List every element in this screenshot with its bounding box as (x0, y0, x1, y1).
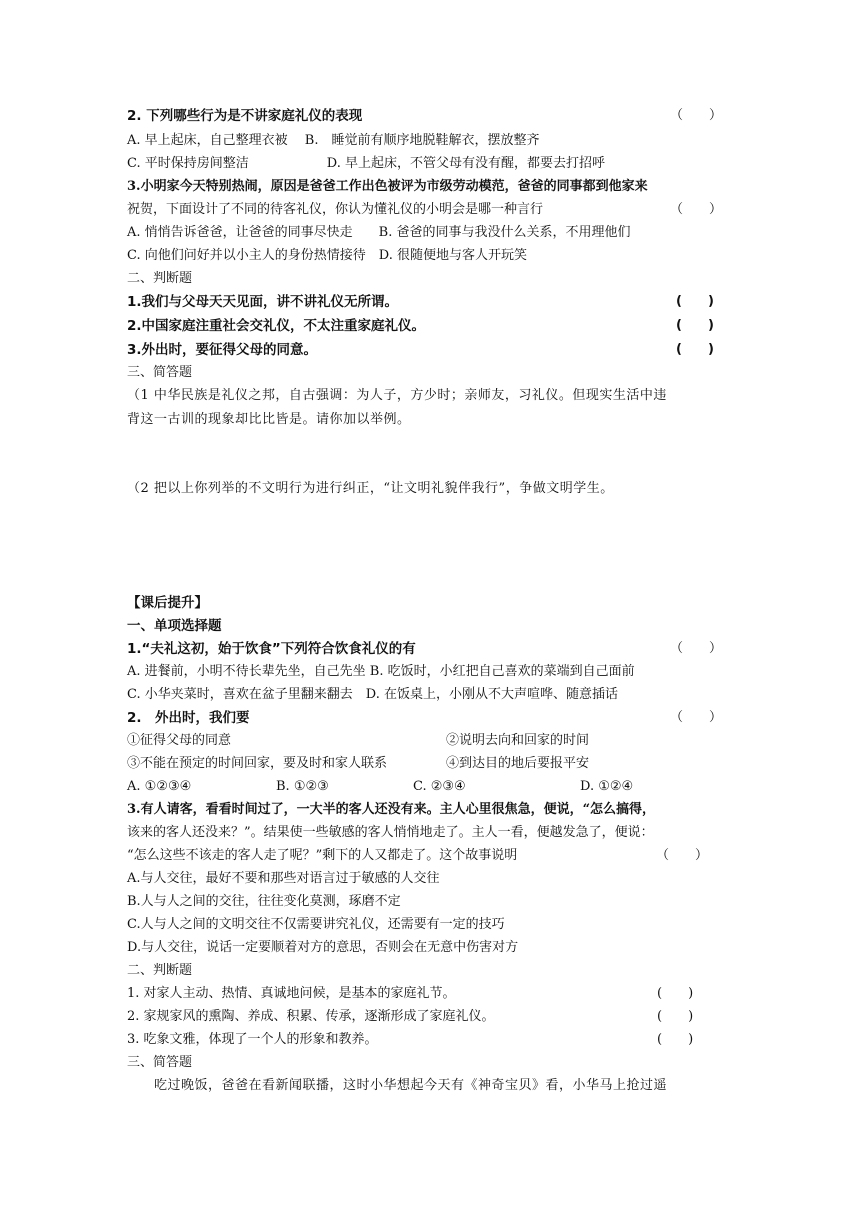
judge-section-title: 二、判断题 (127, 271, 193, 286)
judge-item-3: 3. 吃象文雅，体现了一个人的形象和教养。 (127, 1032, 378, 1047)
question-2-stem: 2. 下列哪些行为是不讲家庭礼仪的表现 (127, 108, 363, 124)
judge-item-3: 3.外出时，要征得父母的同意。 (127, 342, 318, 358)
short-answer-section-title: 三、简答题 (127, 365, 193, 380)
answer-parentheses: ( ) (657, 1032, 694, 1047)
short-answer-1-line-2: 背这一古训的现象却比比皆是。请你加以举例。 (127, 412, 411, 427)
question-2-item-1: ①征得父母的同意 (127, 733, 232, 748)
question-2-options-cd: C. 平时保持房间整洁 D. 早上起床，不管父母有没有醒，都要去打招呼 (127, 156, 605, 171)
question-3-option-d: D.与人交往，说话一定要顺着对方的意思，否则会在无意中伤害对方 (127, 940, 519, 955)
question-1-options-cd: C. 小华夹菜时，喜欢在盆子里翻来翻去 D. 在饭桌上，小刚从不大声喧哗、随意插话 (127, 687, 618, 702)
answer-parentheses: ( ) (676, 342, 714, 357)
question-3-option-c: C.人与人之间的文明交往不仅需要讲究礼仪，还需要有一定的技巧 (127, 917, 505, 932)
question-3-line-2: 该来的客人还没来？”。结果使一些敏感的客人悄悄地走了。主人一看，便越发急了，便说： (127, 825, 654, 840)
answer-parentheses: ( ) (676, 294, 714, 309)
judge-item-2: 2. 家规家风的熏陶、养成、积累、传承，逐渐形成了家庭礼仪。 (127, 1009, 495, 1024)
question-2-option-c: C. ②③④ (413, 779, 466, 794)
question-1-options-ab: A. 进餐前，小明不待长辈先坐，自己先坐 B. 吃饭时，小红把自己喜欢的菜端到自己面前 (127, 664, 635, 679)
question-3-options-cd: C. 向他们问好并以小主人的身份热情接待 D. 很随便地与客人开玩笑 (127, 248, 527, 263)
question-2-stem: 2. 外出时，我们要 (127, 710, 250, 726)
judge-item-2: 2.中国家庭注重社会交礼仪，不太注重家庭礼仪。 (127, 318, 426, 334)
single-choice-title: 一、单项选择题 (127, 618, 222, 634)
question-3-line-2: 祝贺，下面设计了不同的待客礼仪，你认为懂礼仪的小明会是哪一种言行 (127, 202, 544, 217)
answer-parentheses: （ ） (670, 710, 723, 725)
after-class-header: 【课后提升】 (127, 595, 208, 611)
answer-parentheses: ( ) (657, 986, 694, 1001)
judge-section-title: 二、判断题 (127, 963, 193, 978)
question-3-line-1: 3.小明家今天特别热闹，原因是爸爸工作出色被评为市级劳动模范，爸爸的同事都到他家来 (127, 179, 648, 194)
question-3-options-ab: A. 悄悄告诉爸爸，让爸爸的同事尽快走 B. 爸爸的同事与我没什么关系，不用理他们 (127, 225, 631, 240)
question-3-option-a: A.与人交往，最好不要和那些对语言过于敏感的人交往 (127, 871, 440, 886)
answer-parentheses: （ ） (670, 108, 723, 123)
question-2-option-d: D. ①②④ (580, 779, 634, 794)
short-answer-section-title: 三、简答题 (127, 1055, 193, 1070)
short-answer-1-line-1: （1 中华民族是礼仪之邦，自古强调：为人子，方少时；亲师友，习礼仪。但现实生活中违 (127, 388, 667, 403)
question-2-option-a: A. ①②③④ (127, 779, 192, 794)
judge-item-1: 1.我们与父母天天见面，讲不讲礼仪无所谓。 (127, 294, 399, 310)
question-2-item-4: ④到达目的地后要报平安 (446, 756, 590, 771)
short-answer-2: （2 把以上你列举的不文明行为进行纠正，“让文明礼貌伴我行”，争做文明学生。 (127, 481, 614, 496)
question-2-item-3: ③不能在预定的时间回家，要及时和家人联系 (127, 756, 388, 771)
question-3-line-3: “怎么这些不该走的客人走了呢？”剩下的人又都走了。这个故事说明 (127, 848, 518, 863)
answer-parentheses: （ ） (670, 202, 723, 217)
answer-parentheses: ( ) (657, 1009, 694, 1024)
question-2-item-2: ②说明去向和回家的时间 (446, 733, 590, 748)
question-2-option-b: B. ①②③ (276, 779, 329, 794)
question-3-line-1: 3.有人请客，看看时间过了，一大半的客人还没有来。主人心里很焦急，便说，“怎么搞得， (127, 802, 656, 817)
answer-parentheses: ( ) (676, 318, 714, 333)
question-3-option-b: B.人与人之间的交往，往往变化莫测，琢磨不定 (127, 894, 401, 909)
question-2-options-ab: A. 早上起床，自己整理衣被 B. 睡觉前有顺序地脱鞋解衣，摆放整齐 (127, 133, 540, 148)
answer-parentheses: （ ） (656, 848, 709, 863)
question-1-stem: 1.“夫礼这初，始于饮食”下列符合饮食礼仪的有 (127, 641, 416, 657)
judge-item-1: 1. 对家人主动、热情、真诚地问候，是基本的家庭礼节。 (127, 986, 456, 1001)
short-answer-line-1: 吃过晚饭，爸爸在看新闻联播，这时小华想起今天有《神奇宝贝》看，小华马上抢过遥 (127, 1078, 668, 1093)
answer-parentheses: （ ） (670, 641, 723, 656)
